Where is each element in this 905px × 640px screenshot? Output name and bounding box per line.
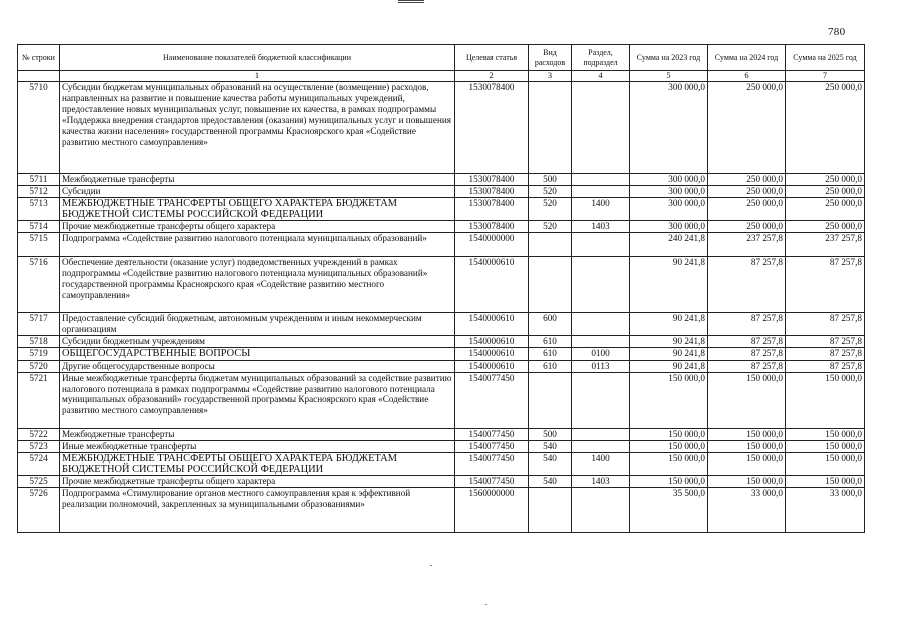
row-number: 5717 <box>18 313 60 336</box>
row-expense-type: 500 <box>529 174 572 186</box>
row-section <box>572 313 630 336</box>
row-number: 5724 <box>18 452 60 475</box>
row-sum-2025: 237 257,8 <box>786 233 865 257</box>
row-target-article: 1540000610 <box>455 257 529 313</box>
row-section <box>572 174 630 186</box>
row-sum-2025: 87 257,8 <box>786 313 865 336</box>
row-sum-2025: 33 000,0 <box>786 488 865 533</box>
row-sum-2024: 87 257,8 <box>708 257 786 313</box>
budget-table <box>17 44 865 533</box>
row-sum-2024: 150 000,0 <box>708 452 786 475</box>
row-section: 1403 <box>572 476 630 488</box>
table-row <box>18 348 865 360</box>
header-section: Раздел, подраздел <box>572 45 630 71</box>
row-sum-2025: 250 000,0 <box>786 221 865 233</box>
row-name: Межбюджетные трансферты <box>60 174 455 186</box>
row-sum-2025: 250 000,0 <box>786 174 865 186</box>
row-section: 0100 <box>572 348 630 360</box>
row-sum-2024: 150 000,0 <box>708 372 786 428</box>
row-target-article: 1560000000 <box>455 488 529 533</box>
row-sum-2024: 33 000,0 <box>708 488 786 533</box>
row-name: ОБЩЕГОСУДАРСТВЕННЫЕ ВОПРОСЫ <box>60 348 455 360</box>
row-sum-2024: 250 000,0 <box>708 82 786 174</box>
row-number: 5712 <box>18 186 60 198</box>
row-target-article: 1540000610 <box>455 348 529 360</box>
scan-speck <box>430 565 432 566</box>
row-name: Подпрограмма «Содействие развитию налогового потенциала муниципальных образований» <box>60 233 455 257</box>
row-section <box>572 257 630 313</box>
row-number: 5719 <box>18 348 60 360</box>
row-section <box>572 488 630 533</box>
row-sum-2023: 150 000,0 <box>630 372 708 428</box>
table-row <box>18 476 865 488</box>
header-name: Наименование показателей бюджетной классификации <box>60 45 455 71</box>
row-sum-2025: 150 000,0 <box>786 440 865 452</box>
row-section <box>572 233 630 257</box>
table-row <box>18 428 865 440</box>
row-sum-2023: 300 000,0 <box>630 221 708 233</box>
row-section <box>572 82 630 174</box>
row-sum-2023: 35 500,0 <box>630 488 708 533</box>
row-target-article: 1530078400 <box>455 221 529 233</box>
row-expense-type: 500 <box>529 428 572 440</box>
row-section: 1403 <box>572 221 630 233</box>
row-sum-2024: 250 000,0 <box>708 198 786 221</box>
row-section: 1400 <box>572 452 630 475</box>
header-row <box>18 45 865 71</box>
row-name: Субсидии <box>60 186 455 198</box>
row-sum-2025: 250 000,0 <box>786 82 865 174</box>
row-sum-2023: 150 000,0 <box>630 428 708 440</box>
row-number: 5723 <box>18 440 60 452</box>
table-row <box>18 186 865 198</box>
row-expense-type: 520 <box>529 186 572 198</box>
header-expense-type: Вид расходов <box>529 45 572 71</box>
row-name: Прочие межбюджетные трансферты общего характера <box>60 221 455 233</box>
row-sum-2024: 150 000,0 <box>708 428 786 440</box>
row-expense-type <box>529 233 572 257</box>
row-name: МЕЖБЮДЖЕТНЫЕ ТРАНСФЕРТЫ ОБЩЕГО ХАРАКТЕРА БЮДЖЕТАМ БЮДЖЕТНОЙ СИСТЕМЫ РОССИЙСКОЙ ФЕДЕРАЦИИ <box>60 198 455 221</box>
row-sum-2023: 90 241,8 <box>630 348 708 360</box>
row-number: 5718 <box>18 336 60 348</box>
row-number: 5710 <box>18 82 60 174</box>
row-expense-type: 610 <box>529 336 572 348</box>
table-row <box>18 313 865 336</box>
row-sum-2023: 150 000,0 <box>630 476 708 488</box>
table-row <box>18 360 865 372</box>
table-row <box>18 233 865 257</box>
row-expense-type: 540 <box>529 476 572 488</box>
row-number: 5716 <box>18 257 60 313</box>
row-number: 5715 <box>18 233 60 257</box>
row-sum-2024: 87 257,8 <box>708 348 786 360</box>
row-name: Подпрограмма «Стимулирование органов местного самоуправления края к эффективной реализации полномочий, закрепленных за муниципальными образованиями» <box>60 488 455 533</box>
row-target-article: 1530078400 <box>455 174 529 186</box>
column-number: 2 <box>455 71 529 82</box>
row-expense-type <box>529 257 572 313</box>
row-name: Субсидии бюджетным учреждениям <box>60 336 455 348</box>
table-row <box>18 372 865 428</box>
row-expense-type <box>529 82 572 174</box>
row-target-article: 1540077450 <box>455 372 529 428</box>
row-name: Другие общегосударственные вопросы <box>60 360 455 372</box>
row-sum-2025: 150 000,0 <box>786 428 865 440</box>
row-sum-2023: 300 000,0 <box>630 198 708 221</box>
row-target-article: 1530078400 <box>455 186 529 198</box>
scan-speck <box>485 604 487 605</box>
row-expense-type: 520 <box>529 221 572 233</box>
row-sum-2024: 250 000,0 <box>708 174 786 186</box>
row-expense-type: 610 <box>529 360 572 372</box>
column-number-row <box>18 71 865 82</box>
row-number: 5722 <box>18 428 60 440</box>
row-name: Субсидии бюджетам муниципальных образований на осуществление (возмещение) расходов, направленных на развитие и повышение качества работы муниципальных учреждений, предоставление новых муниципальных услуг, повышение их качества, в рамках подпрограммы «Поддержка внедрения стандартов предоставления (оказания) муниципальных услуг и повышения качества жизни населения» государственной программы Красноярского края «Содействие развитию местного самоуправления» <box>60 82 455 174</box>
row-target-article: 1530078400 <box>455 82 529 174</box>
row-sum-2023: 150 000,0 <box>630 452 708 475</box>
row-target-article: 1540000610 <box>455 336 529 348</box>
row-target-article: 1540000610 <box>455 313 529 336</box>
table-row <box>18 82 865 174</box>
row-sum-2025: 87 257,8 <box>786 257 865 313</box>
table-row <box>18 198 865 221</box>
row-target-article: 1540077450 <box>455 452 529 475</box>
column-number <box>18 71 60 82</box>
row-sum-2024: 87 257,8 <box>708 336 786 348</box>
row-sum-2023: 300 000,0 <box>630 186 708 198</box>
row-number: 5725 <box>18 476 60 488</box>
row-target-article: 1540000000 <box>455 233 529 257</box>
row-sum-2024: 150 000,0 <box>708 476 786 488</box>
row-target-article: 1540077450 <box>455 428 529 440</box>
column-number: 5 <box>630 71 708 82</box>
row-sum-2024: 250 000,0 <box>708 221 786 233</box>
row-section <box>572 336 630 348</box>
row-expense-type: 540 <box>529 452 572 475</box>
row-sum-2025: 87 257,8 <box>786 348 865 360</box>
column-number: 1 <box>60 71 455 82</box>
row-section <box>572 186 630 198</box>
row-sum-2023: 90 241,8 <box>630 257 708 313</box>
table-row <box>18 452 865 475</box>
row-sum-2023: 240 241,8 <box>630 233 708 257</box>
row-name: МЕЖБЮДЖЕТНЫЕ ТРАНСФЕРТЫ ОБЩЕГО ХАРАКТЕРА БЮДЖЕТАМ БЮДЖЕТНОЙ СИСТЕМЫ РОССИЙСКОЙ ФЕДЕРАЦИИ <box>60 452 455 475</box>
row-expense-type <box>529 488 572 533</box>
row-target-article: 1540000610 <box>455 360 529 372</box>
row-number: 5721 <box>18 372 60 428</box>
row-target-article: 1540077450 <box>455 440 529 452</box>
row-number: 5720 <box>18 360 60 372</box>
row-sum-2023: 90 241,8 <box>630 336 708 348</box>
row-number: 5713 <box>18 198 60 221</box>
page-number: 780 <box>828 26 846 38</box>
column-number: 3 <box>529 71 572 82</box>
row-expense-type: 540 <box>529 440 572 452</box>
row-name: Иные межбюджетные трансферты бюджетам муниципальных образований за содействие развитию налогового потенциала в рамках подпрограммы «Содействие развитию налогового потенциала муниципальных образований» государственной программы Красноярского края «Содействие развитию местного самоуправления» <box>60 372 455 428</box>
row-sum-2025: 87 257,8 <box>786 336 865 348</box>
table-row <box>18 440 865 452</box>
column-number: 6 <box>708 71 786 82</box>
row-expense-type: 600 <box>529 313 572 336</box>
row-name: Иные межбюджетные трансферты <box>60 440 455 452</box>
row-number: 5711 <box>18 174 60 186</box>
row-sum-2023: 300 000,0 <box>630 82 708 174</box>
row-name: Предоставление субсидий бюджетным, автономным учреждениям и иным некоммерческим организациям <box>60 313 455 336</box>
row-sum-2025: 150 000,0 <box>786 476 865 488</box>
row-target-article: 1540077450 <box>455 476 529 488</box>
row-sum-2024: 237 257,8 <box>708 233 786 257</box>
row-number: 5726 <box>18 488 60 533</box>
row-section: 0113 <box>572 360 630 372</box>
row-sum-2024: 87 257,8 <box>708 360 786 372</box>
row-name: Межбюджетные трансферты <box>60 428 455 440</box>
header-sum-2024: Сумма на 2024 год <box>708 45 786 71</box>
table-row <box>18 257 865 313</box>
row-target-article: 1530078400 <box>455 198 529 221</box>
row-section <box>572 440 630 452</box>
row-section <box>572 372 630 428</box>
header-target: Целевая статья <box>455 45 529 71</box>
row-sum-2024: 250 000,0 <box>708 186 786 198</box>
row-sum-2025: 87 257,8 <box>786 360 865 372</box>
row-number: 5714 <box>18 221 60 233</box>
row-expense-type: 520 <box>529 198 572 221</box>
table-row <box>18 174 865 186</box>
row-name: Обеспечение деятельности (оказание услуг) подведомственных учреждений в рамках подпрограммы «Содействие развитию налогового потенциала муниципальных образований» государственной программы Красноярского края «Содействие развитию местного самоуправления» <box>60 257 455 313</box>
top-edge-mark <box>398 0 424 3</box>
row-sum-2023: 90 241,8 <box>630 360 708 372</box>
row-expense-type <box>529 372 572 428</box>
table-row <box>18 221 865 233</box>
table-row <box>18 336 865 348</box>
row-sum-2023: 150 000,0 <box>630 440 708 452</box>
row-section: 1400 <box>572 198 630 221</box>
table-row <box>18 488 865 533</box>
row-sum-2025: 150 000,0 <box>786 452 865 475</box>
row-sum-2025: 250 000,0 <box>786 186 865 198</box>
row-sum-2024: 87 257,8 <box>708 313 786 336</box>
row-name: Прочие межбюджетные трансферты общего характера <box>60 476 455 488</box>
row-sum-2025: 250 000,0 <box>786 198 865 221</box>
header-sum-2025: Сумма на 2025 год <box>786 45 865 71</box>
row-sum-2023: 90 241,8 <box>630 313 708 336</box>
row-sum-2023: 300 000,0 <box>630 174 708 186</box>
header-row-no: № строки <box>18 45 60 71</box>
row-expense-type: 610 <box>529 348 572 360</box>
header-sum-2023: Сумма на 2023 год <box>630 45 708 71</box>
row-sum-2025: 150 000,0 <box>786 372 865 428</box>
row-section <box>572 428 630 440</box>
column-number: 4 <box>572 71 630 82</box>
column-number: 7 <box>786 71 865 82</box>
row-sum-2024: 150 000,0 <box>708 440 786 452</box>
